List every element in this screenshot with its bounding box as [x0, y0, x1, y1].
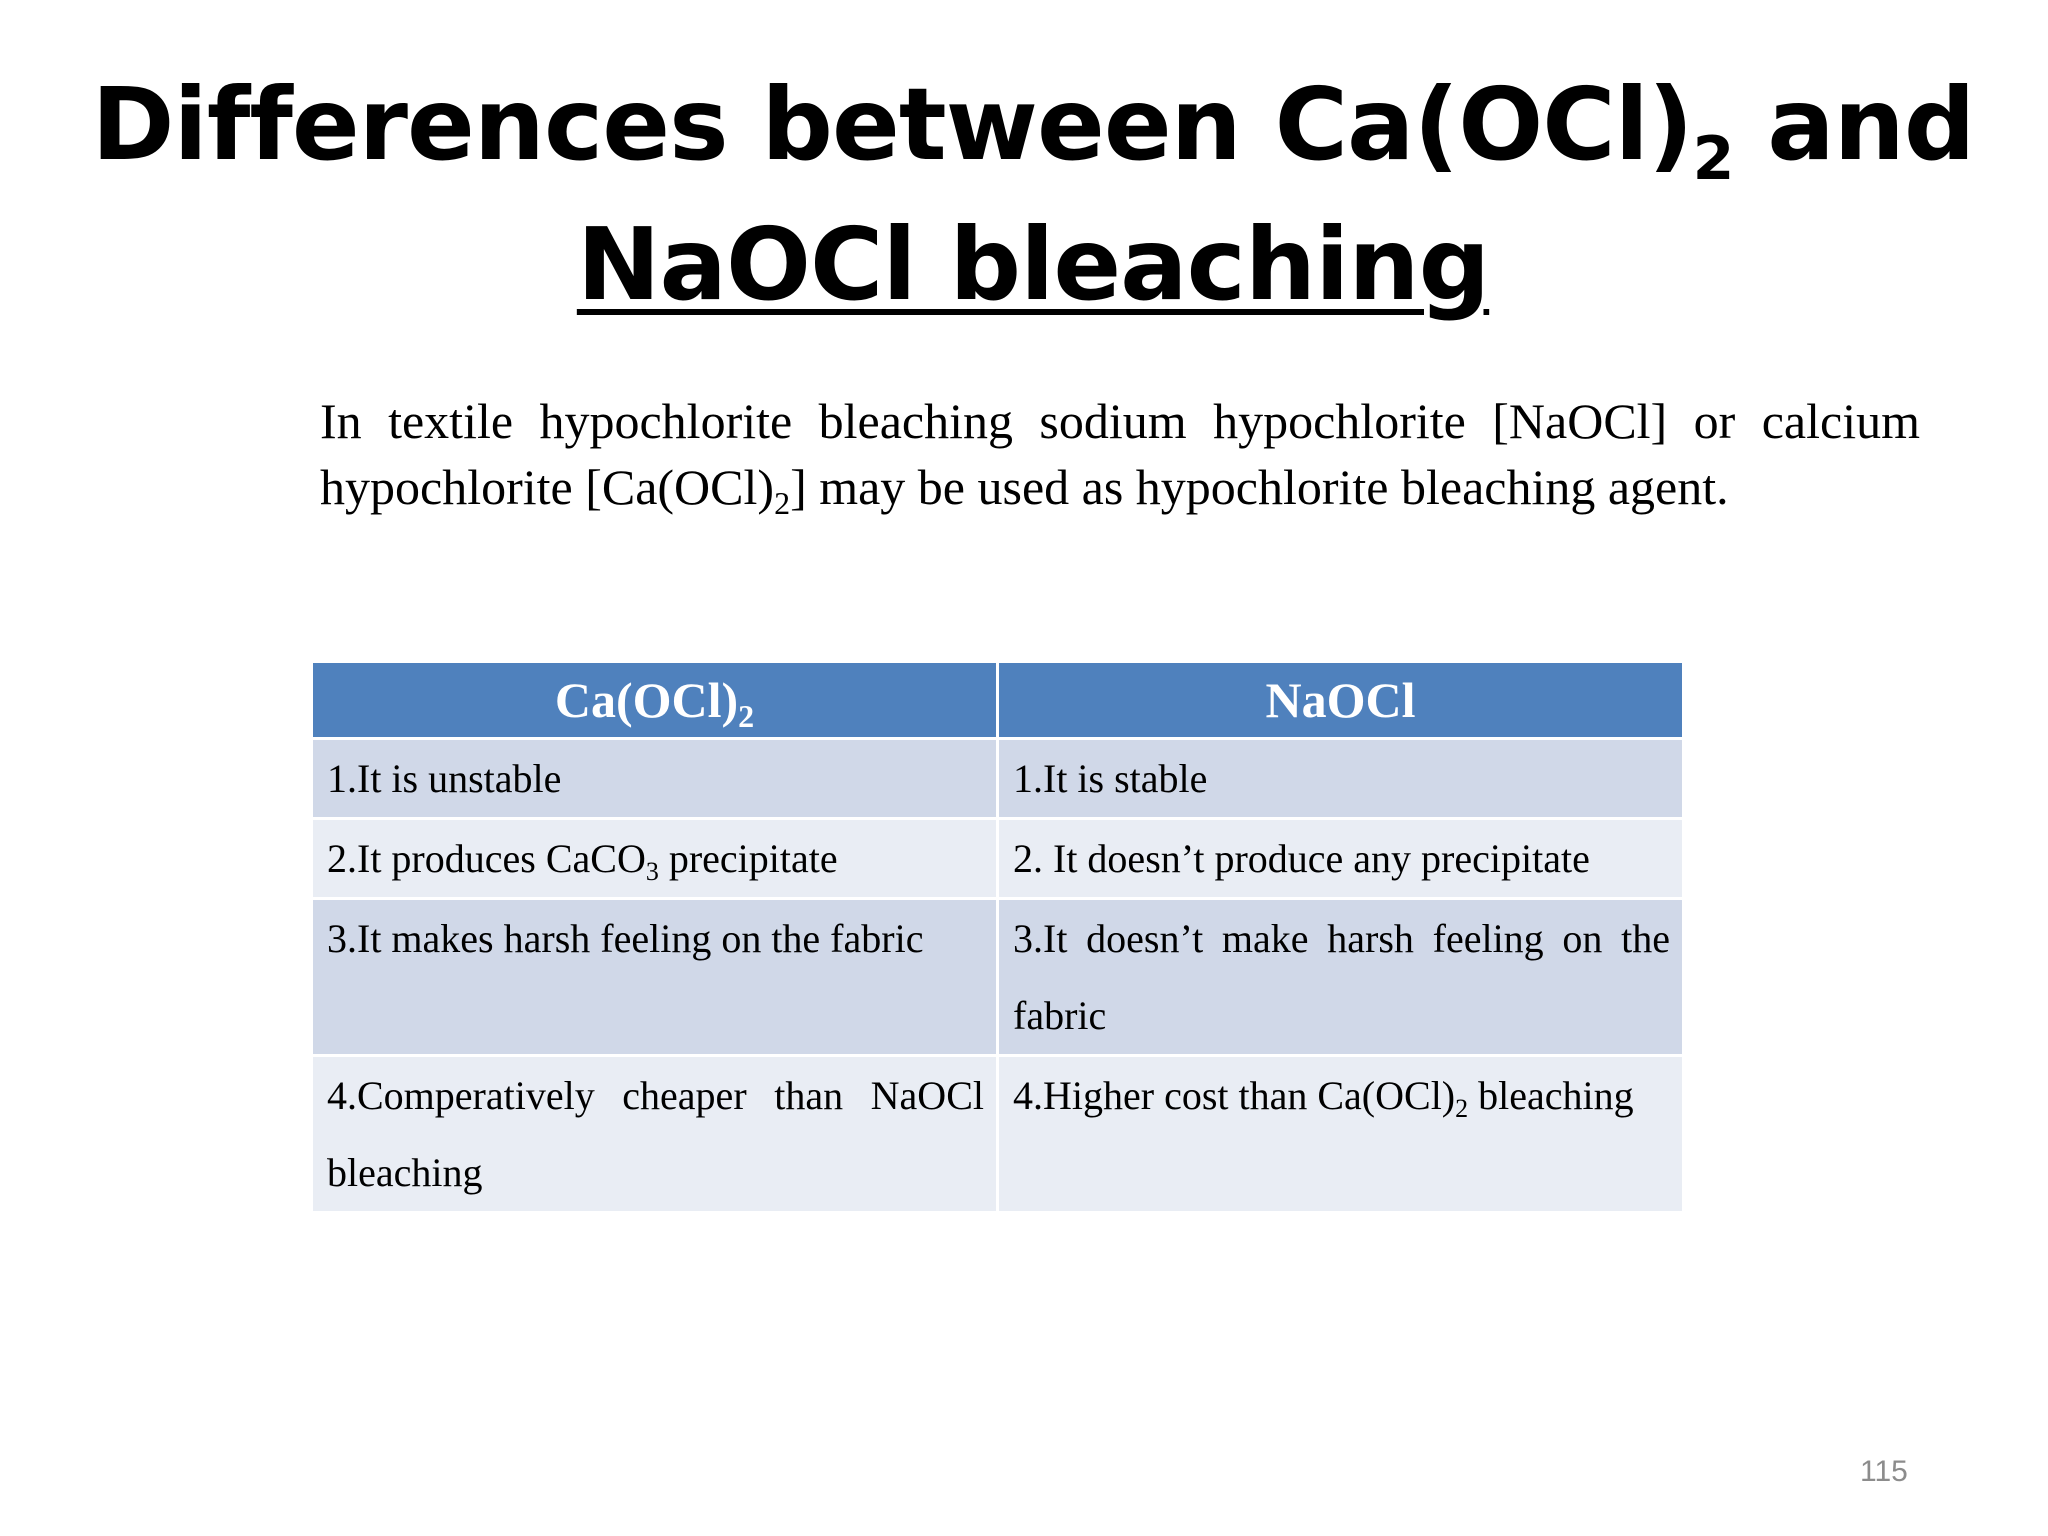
cell-caocl2: 3.It makes harsh feeling on the fabric — [312, 899, 998, 1056]
table-row — [312, 899, 1684, 1056]
table-row — [312, 739, 1684, 819]
table-header-row — [312, 662, 1684, 739]
table-row — [312, 1056, 1684, 1213]
cell-naocl: 2. It doesn’t produce any precipitate — [998, 819, 1684, 899]
comparison-table — [310, 660, 1685, 1214]
header-caocl2: $Ca(OCl)_2$ — [312, 662, 998, 739]
slide-title — [0, 55, 2048, 335]
intro-paragraph: In textile hypochlorite bleaching sodium hypochlorite [NaOCl] or calcium hypochlorite $[Ca(OCl)_2]$ may be used as hypochlorite bleaching agent. — [320, 393, 1920, 521]
cell-naocl: 4.Higher cost than $Ca(OCl)_2$ bleaching — [998, 1056, 1684, 1213]
cell-naocl: 1.It is stable — [998, 739, 1684, 819]
cell-caocl2: 1.It is unstable — [312, 739, 998, 819]
cell-caocl2: 4.Comperatively cheaper than NaOCl bleaching — [312, 1056, 998, 1213]
header-naocl: NaOCl — [998, 662, 1684, 739]
table-row — [312, 819, 1684, 899]
title-line-1: Differences between $Ca(OCl)_2$ and — [91, 66, 1975, 194]
cell-naocl: 3.It doesn’t make harsh feeling on the fabric — [998, 899, 1684, 1056]
title-line-2: NaOCl bleaching — [576, 206, 1490, 323]
page-number: 115 — [1860, 1455, 1908, 1488]
cell-caocl2: 2.It produces CaCO$_3$ precipitate — [312, 819, 998, 899]
